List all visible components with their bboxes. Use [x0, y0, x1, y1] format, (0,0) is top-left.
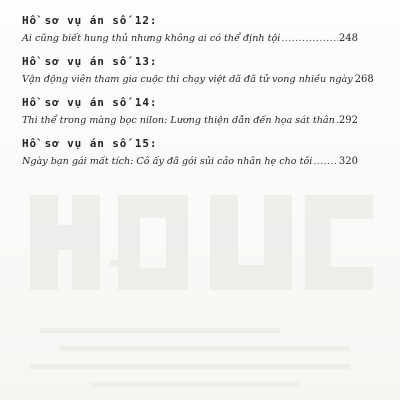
case-title: Thi thể trong màng bọc nilon: Lương thiện dẫn đến họa sát thân: [22, 115, 335, 126]
toc-line: [22, 32, 358, 45]
case-heading: Hồ sơ vụ án số 13:: [22, 55, 158, 68]
case-title: Ngày bạn gái mất tích: Cô ấy đã gói sủi cảo nhân hẹ cho tôi: [22, 156, 313, 167]
case-heading: Hồ sơ vụ án số 14:: [22, 96, 158, 109]
toc-entry-13: [22, 55, 374, 86]
case-title: Vận động viên tham gia cuộc thi chạy việt dã đã tử vong nhiều ngày: [22, 74, 353, 85]
dot-leader: [313, 155, 338, 168]
dot-leader: [281, 32, 338, 45]
case-heading: Hồ sơ vụ án số 15:: [22, 137, 158, 150]
toc-entry-12: [22, 14, 358, 45]
toc-line: [22, 114, 358, 127]
table-of-contents: [22, 14, 374, 178]
dot-leader: [336, 114, 338, 127]
case-title: Ai cũng biết hung thủ nhưng không ai có thể định tội: [22, 33, 281, 44]
page-number: 248: [338, 33, 358, 44]
toc-line: [22, 73, 374, 86]
toc-entry-14: [22, 96, 358, 127]
bleed-through-watermark: [0, 150, 400, 400]
case-heading: Hồ sơ vụ án số 12:: [22, 14, 158, 27]
page-number: 268: [354, 74, 374, 85]
toc-entry-15: [22, 137, 358, 168]
page-number: 320: [338, 156, 358, 167]
page-number: 292: [338, 115, 358, 126]
toc-line: [22, 155, 358, 168]
